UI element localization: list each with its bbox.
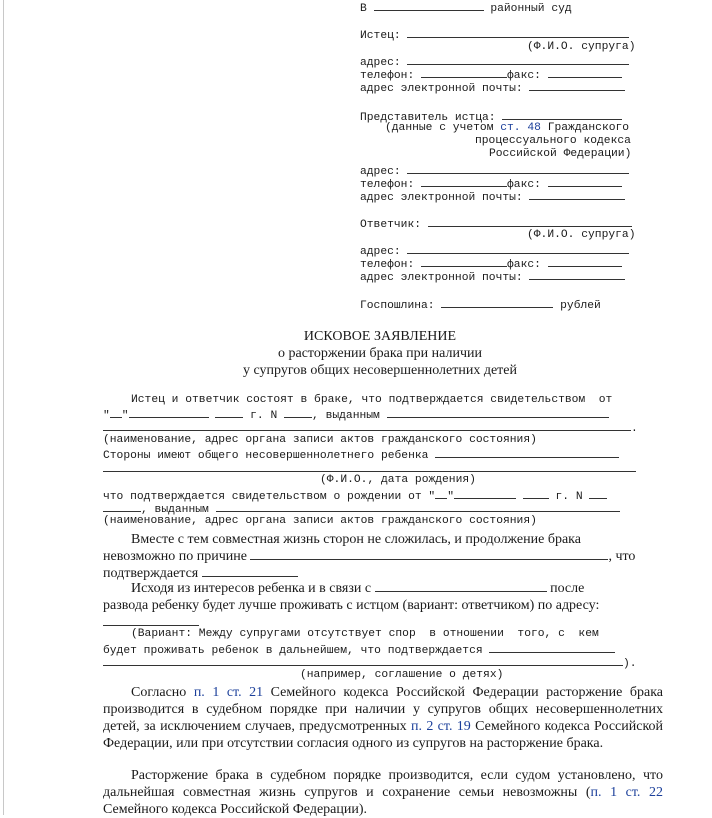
plaintiff-email-line: адрес электронной почты:	[360, 80, 625, 96]
defendant-spouse-note: (Ф.И.О. супруга)	[527, 229, 636, 241]
para-2-line-2: развода ребенку будет лучше проживать с истцом (вариант: ответчиком) по адресу:	[103, 598, 600, 613]
plaintiff-phone-line: телефон: факс:	[360, 67, 622, 83]
fee-line: Госпошлина: рублей	[360, 297, 601, 313]
article-22-link[interactable]: п. 1 ст. 22	[590, 785, 663, 800]
plaintiff-line: Истец:	[360, 27, 629, 43]
variant-line-2: будет проживать ребенок в дальнейшем, что подтверждается	[103, 642, 615, 658]
page-edge	[3, 0, 4, 815]
variant-line-3: ).	[103, 655, 637, 671]
rep-note-2: процессуального кодекса	[475, 135, 631, 147]
form-line-child: Стороны имеют общего несовершеннолетнего ребенка	[103, 447, 619, 463]
rep-note-1: (данные с учетом ст. 48 Гражданского	[385, 122, 630, 134]
para-3: Согласно п. 1 ст. 21 Семейного кодекса Российской Федерации расторжение брака производится в судебном порядке при наличии у супругов общих несовершеннолетних детей, за исключением случаев, предусмотренных п. 2 ст. 19 Семейного кодекса Российской Федерации, или при отсутствии согласия одного из супругов на расторжение брака.	[103, 685, 664, 751]
document-title: ИСКОВОЕ ЗАЯВЛЕНИЕ	[303, 329, 457, 344]
defendant-phone-line: телефон: факс:	[360, 256, 622, 272]
rep-label: Представитель истца:	[360, 109, 622, 125]
plaintiff-spouse-note: (Ф.И.О. супруга)	[527, 41, 636, 53]
para-4: Расторжение брака в судебном порядке производится, если судом установлено, что дальнейшая совместная жизнь супругов и сохранение семьи невозможны (п. 1 ст. 22 Семейного кодекса Российской Федерации).	[103, 768, 663, 817]
document-subtitle-1: о расторжении брака при наличии	[278, 346, 482, 361]
form-note-registry-1: (наименование, адрес органа записи актов гражданского состояния)	[103, 434, 537, 446]
form-line-blank-1: .	[103, 420, 638, 436]
defendant-address-line: адрес:	[360, 243, 629, 259]
variant-line-1: (Вариант: Между супругами отсутствует спор в отношении того, с кем	[131, 628, 599, 640]
defendant-line: Ответчик:	[360, 216, 632, 232]
para-1-line-2: невозможно по причине , что	[103, 549, 636, 564]
rep-phone-line: телефон: факс:	[360, 176, 622, 192]
form-line-certificate: " " г. N , выданным	[103, 407, 609, 423]
rep-address-line: адрес:	[360, 163, 629, 179]
para-2-line-1: Исходя из интересов ребенка и в связи с после	[131, 581, 585, 596]
form-line-marriage: Истец и ответчик состоят в браке, что подтверждается свидетельством от	[131, 394, 613, 406]
court-line: В районный суд	[360, 0, 572, 16]
rep-note-3: Российской Федерации)	[489, 148, 632, 160]
article-48-link[interactable]: ст. 48	[500, 122, 541, 134]
article-21-link[interactable]: п. 1 ст. 21	[193, 685, 264, 700]
form-line-birth-cert: что подтверждается свидетельством о рождении от " " г. N	[103, 488, 607, 504]
article-19-link[interactable]: п. 2 ст. 19	[411, 719, 471, 734]
form-note-child-name: (Ф.И.О., дата рождения)	[320, 474, 476, 486]
variant-note: (например, соглашение о детях)	[300, 669, 504, 681]
rep-email-line: адрес электронной почты:	[360, 189, 625, 205]
form-note-registry-2: (наименование, адрес органа записи актов гражданского состояния)	[103, 515, 537, 527]
document-subtitle-2: у супругов общих несовершеннолетних детей	[242, 363, 517, 378]
para-1-line-1: Вместе с тем совместная жизнь сторон не сложилась, и продолжение брака	[131, 532, 581, 547]
para-1-line-3: подтверждается	[103, 565, 298, 582]
defendant-email-line: адрес электронной почты:	[360, 269, 625, 285]
form-line-birth-issued: , выданным	[103, 501, 620, 517]
plaintiff-address-line: адрес:	[360, 54, 629, 70]
